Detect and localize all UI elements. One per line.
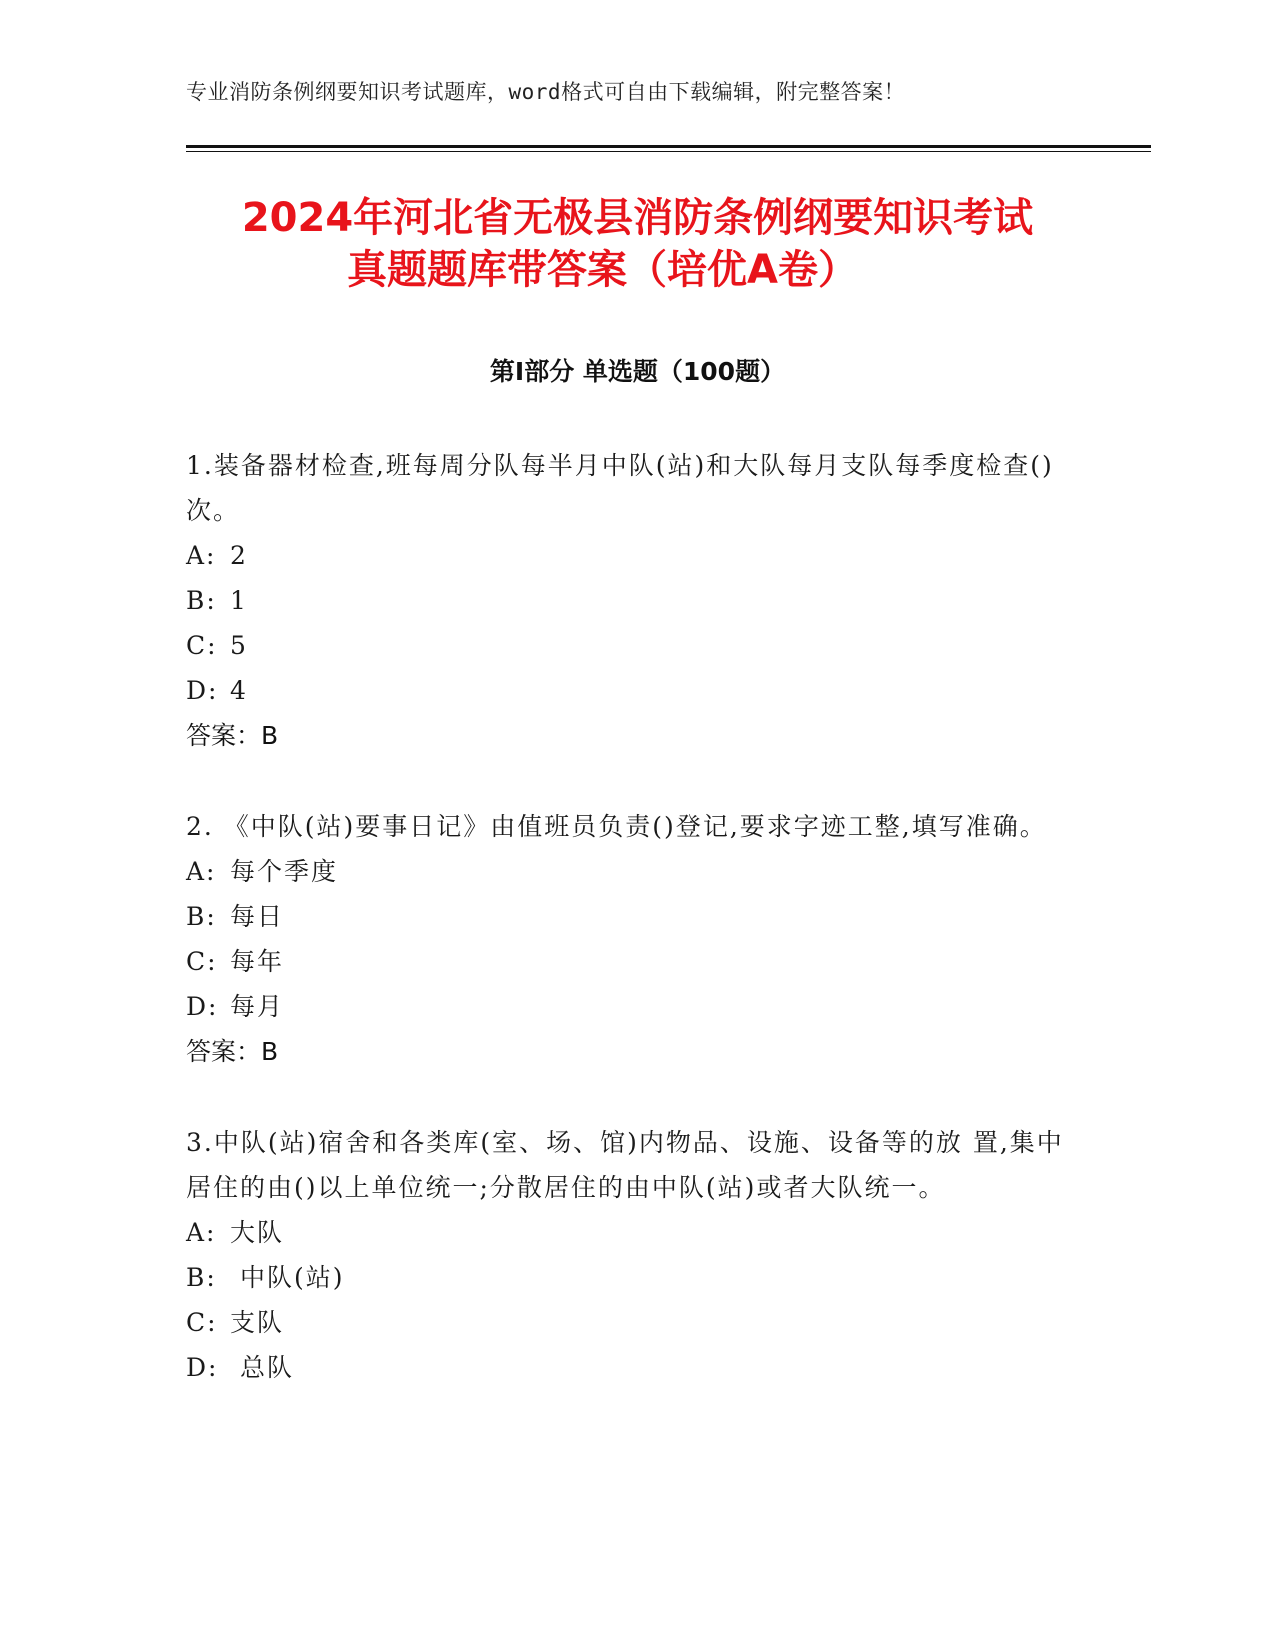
answer: 答案：B: [186, 721, 279, 750]
option-label: C:: [186, 631, 218, 660]
option-text: 1: [230, 586, 248, 615]
question-3: [186, 1120, 1076, 1390]
option-text: 每年: [230, 947, 285, 976]
option-b: [186, 1255, 1076, 1300]
document-title: [0, 192, 1275, 296]
option-label: B:: [186, 586, 217, 615]
option-label: C:: [186, 1308, 218, 1337]
option-label: C:: [186, 947, 218, 976]
option-text: 大队: [230, 1218, 285, 1247]
option-text: 支队: [230, 1308, 285, 1337]
question-text: 2. 《中队(站)要事日记》由值班员负责()登记,要求字迹工整,填写准确。: [186, 812, 1047, 841]
option-label: B:: [186, 1263, 217, 1292]
option-d: [186, 668, 1076, 713]
question-2: [186, 804, 1076, 1074]
option-label: B:: [186, 902, 217, 931]
option-c: [186, 939, 1076, 984]
option-d: [186, 1345, 1076, 1390]
option-text: 每日: [230, 902, 285, 931]
option-text: 总队: [230, 1353, 294, 1382]
option-label: A:: [186, 541, 217, 570]
option-label: A:: [186, 1218, 217, 1247]
option-text: 中队(站): [230, 1263, 345, 1292]
question-text: 3.中队(站)宿舍和各类库(室、场、馆)内物品、设施、设备等的放 置,集中居住的由()以上单位统一;分散居住的由中队(站)或者大队统一。: [186, 1128, 1064, 1202]
option-d: [186, 984, 1076, 1029]
option-text: 5: [230, 631, 248, 660]
title-line-1: 2024年河北省无极县消防条例纲要知识考试: [241, 195, 1034, 241]
question-text: 1.装备器材检查,班每周分队每半月中队(站)和大队每月支队每季度检查()次。: [186, 451, 1054, 525]
option-label: D:: [186, 1353, 219, 1382]
header-divider-thick: [186, 145, 1151, 148]
title-line-2: 真题题库带答案（培优A卷）: [347, 247, 858, 293]
option-label: A:: [186, 857, 217, 886]
option-c: [186, 623, 1076, 668]
option-text: 每月: [230, 992, 285, 1021]
header-divider-thin: [186, 151, 1151, 152]
question-1: [186, 443, 1076, 758]
question-list: [186, 443, 1076, 1436]
option-text: 4: [230, 676, 248, 705]
option-label: D:: [186, 992, 219, 1021]
option-a: [186, 533, 1076, 578]
option-b: [186, 578, 1076, 623]
option-text: 2: [230, 541, 248, 570]
option-text: 每个季度: [230, 857, 339, 886]
option-a: [186, 1210, 1076, 1255]
option-c: [186, 1300, 1076, 1345]
document-header: 专业消防条例纲要知识考试题库，word格式可自由下载编辑，附完整答案！: [186, 80, 906, 104]
answer: 答案：B: [186, 1037, 279, 1066]
option-label: D:: [186, 676, 219, 705]
section-heading: 第Ⅰ部分 单选题（100题）: [489, 357, 786, 386]
option-a: [186, 849, 1076, 894]
option-b: [186, 894, 1076, 939]
